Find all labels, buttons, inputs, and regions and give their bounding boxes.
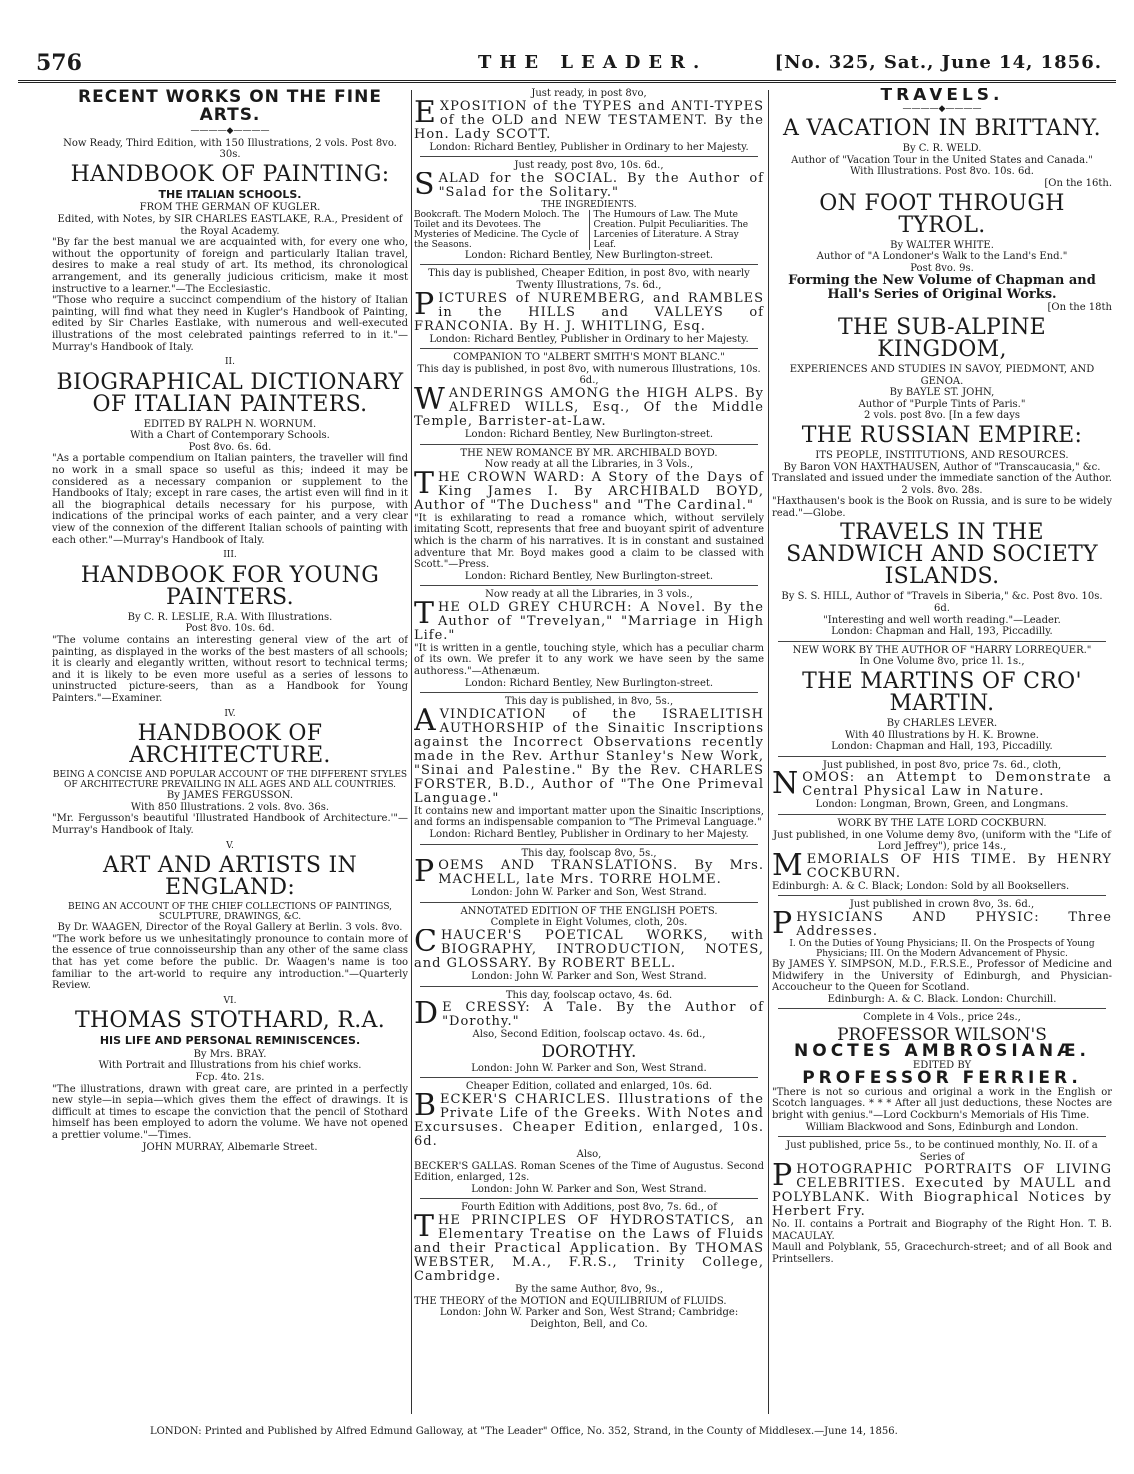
advert-title <box>414 601 764 643</box>
release-note: [On the 16th. <box>1044 177 1112 189</box>
advert-divider <box>420 1198 758 1199</box>
centered-text: With 850 Illustrations. 2 vols. 8vo. 36s. <box>130 801 330 813</box>
centered-text: Fcp. 4to. 21s. <box>195 1072 265 1084</box>
centered-text: Post 8vo. 6s. 6d. <box>188 441 272 453</box>
centered-text: WORK BY THE LATE LORD COCKBURN. <box>837 818 1047 829</box>
paragraph: "There is not so curious and original a work in the English or Scotch languages. * * * After all just deductions, these Noctes are bright with genius."—Lord Cockburn's Memorials of His Time. <box>772 1086 1112 1121</box>
advert-divider <box>778 895 1106 896</box>
small-caps-text: BEING A CONCISE AND POPULAR ACCOUNT OF THE DIFFERENT STYLES OF ARCHITECTURE PREVAILING IN ALL AGES AND ALL COUNTRIES. <box>52 770 408 791</box>
centered-text: By Baron VON HAXTHAUSEN, Author of "Transcaucasia," &c. <box>783 461 1101 473</box>
centered-text: Edited, with Notes, by SIR CHARLES EASTLAKE, R.A., President of the Royal Academy. <box>57 213 403 237</box>
drop-cap: D <box>414 1001 440 1030</box>
drop-cap: M <box>772 852 804 881</box>
paragraph: THE THEORY of the MOTION and EQUILIBRIUM of FLUIDS. <box>414 1295 727 1307</box>
paragraph: BECKER'S GALLAS. Roman Scenes of the Time of Augustus. Second Edition, enlarged, 12s. <box>414 1160 764 1184</box>
advert-title-text: HYSICIANS AND PHYSIC: Three Addresses. <box>796 910 1112 939</box>
paragraph: "It is written in a gentle, touching style, which has a peculiar charm of its own. We prefer it to any work we have seen by the same authoress."—Athenæum. <box>414 642 764 678</box>
paragraph: "Those who require a succinct compendium of the history of Italian painting, will find what they need in Kugler's Handbook of Painting, edited by Sir Charles Eastlake, with numerous and well-executed illustrations of the most celebrated paintings referred to in it."—Murray's Handbook of Italy. <box>52 295 408 353</box>
centered-text: This day, foolscap 8vo, 5s., <box>521 847 657 859</box>
paragraph: "Mr. Fergusson's beautiful 'Illustrated Handbook of Architecture.'"—Murray's Handbook of Italy. <box>52 813 408 836</box>
newspaper-title: THE LEADER. <box>478 52 708 73</box>
centered-text: London: Longman, Brown, Green, and Longmans. <box>815 799 1069 811</box>
centered-text: By the same Author, 8vo, 9s., <box>515 1283 663 1295</box>
section-number: II. <box>225 357 235 368</box>
drop-cap: T <box>414 600 436 631</box>
heading: THE RUSSIAN EMPIRE: <box>801 422 1083 448</box>
centered-text: By C. R. LESLIE, R.A. With Illustrations. <box>127 611 333 623</box>
advert-divider <box>420 986 758 987</box>
heading: HANDBOOK OF PAINTING: <box>70 161 390 187</box>
paragraph: "As a portable compendium on Italian painters, the traveller will find no work in a small space so useful as this; indeed it may be considered as a necessary companion or supplement to the Handbooks of Italy; except in rare cases, the artist even will find in it all the biographical details necessary for his purpose, with indications of the principal works of each painter, and a very clear view of the connexion of the different Italian schools of painting with each other."—Murray's Handbook of Italy. <box>52 453 408 546</box>
heading: A VACATION IN BRITTANY. <box>783 116 1101 142</box>
section-heading: TRAVELS. <box>880 88 1004 105</box>
heading: BIOGRAPHICAL DICTIONARY OF ITALIAN PAINTERS. <box>56 369 404 417</box>
subheading: PROFESSOR WILSON'S <box>837 1024 1047 1045</box>
advert-divider <box>420 444 758 445</box>
centered-text: Post 8vo. 10s. 6d. <box>185 623 275 635</box>
section-number: III. <box>223 550 237 561</box>
advert-divider <box>420 585 758 586</box>
release-note: [On the 18th <box>1047 302 1112 314</box>
column-divider <box>411 90 412 1414</box>
centered-text: By JAMES FERGUSSON. <box>166 790 294 802</box>
drop-cap: P <box>772 1163 794 1194</box>
ingredients-list <box>414 210 764 250</box>
centered-text: By S. S. HILL, Author of "Travels in Siberia," &c. Post 8vo. 10s. 6d. <box>781 591 1103 615</box>
centered-text: Just published, in post 8vo, price 7s. 6d., cloth, <box>822 759 1062 771</box>
centered-text: London: Richard Bentley, Publisher in Ordinary to her Majesty. <box>429 141 749 153</box>
advert-title <box>414 387 764 429</box>
centered-text: With Illustrations. Post 8vo. 10s. 6d. <box>850 166 1034 178</box>
centered-text: London: John W. Parker and Son, West Strand. <box>471 971 707 982</box>
advert-title-text: ECKER'S CHARICLES. Illustrations of the Private Life of the Greeks. With Notes and Excursuses. Cheaper Edition, enlarged, 10s. 6d. <box>414 1092 764 1149</box>
advert-divider <box>420 844 758 845</box>
centered-text: In One Volume 8vo, price 1l. 1s., <box>859 656 1025 668</box>
advert-divider <box>778 1008 1106 1009</box>
paragraph: Edinburgh: A. & C. Black; London: Sold by all Booksellers. <box>772 880 1070 892</box>
paragraph: "The volume contains an interesting general view of the art of painting, as displayed in the works of the best masters of all schools; it is clearly and elegantly written, without resort to technical terms; and it is likely to be even more useful as a series of lessons to uninstructed picture-seers, than as a Handbook for Young Painters."—Examiner. <box>52 635 408 704</box>
centered-text: NEW WORK BY THE AUTHOR OF "HARRY LORREQUER." <box>792 644 1092 656</box>
centered-text: 2 vols. post 8vo. [In a few days <box>864 410 1020 422</box>
heading: HANDBOOK FOR YOUNG PAINTERS. <box>80 562 380 610</box>
paragraph: "It is exhilarating to read a romance which, without servilely imitating Scott, represents that free and buoyant spirit of adventure which is the charm of his narratives. It is in constant and sustained adventure that Mr. Boyd makes good a claim to be classed with Scott."—Press. <box>414 512 764 571</box>
small-caps-text: BEING AN ACCOUNT OF THE CHIEF COLLECTIONS OF PAINTINGS, SCULPTURE, DRAWINGS, &C. <box>67 902 393 923</box>
column-left <box>52 88 408 1416</box>
header-rule <box>18 80 1116 83</box>
centered-text: THE NEW ROMANCE BY MR. ARCHIBALD BOYD. <box>460 447 718 459</box>
page-number: 576 <box>36 50 82 76</box>
centered-text: Just published, price 5s., to be continued monthly, No. II. of a Series of <box>786 1140 1098 1163</box>
centered-text: Also, Second Edition, foolscap octavo. 4s. 6d., <box>472 1029 706 1041</box>
ingredients-column: Bookcraft. The Modern Moloch. The Toilet and its Devotees. The Mysteries of Medicine. The Cycle of the Seasons. <box>414 210 590 250</box>
centered-text: By CHARLES LEVER. <box>886 718 998 730</box>
centered-text: London: John W. Parker and Son, West Strand. <box>471 1183 707 1195</box>
advert-divider <box>778 1136 1106 1137</box>
paragraph: "By far the best manual we are acquainted with, for every one who, without the opportunity of foreign and particularly Italian travel, desires to make a real study of art. Its method, its chronological arrangement, and its generally judicious criticism, make it most instructive to a learner."—The Ecclesiastic. <box>52 237 408 295</box>
advert-title-text: HE OLD GREY CHURCH: A Novel. By the Author of "Trevelyan," "Marriage in High Life." <box>414 600 764 643</box>
section-heading: PROFESSOR FERRIER. <box>802 1068 1082 1089</box>
advert-title-text: ALAD for the SOCIAL. By the Author of "Salad for the Solitary." <box>438 171 764 200</box>
heading: THE SUB-ALPINE KINGDOM, <box>837 314 1047 362</box>
centered-text: Just ready, post 8vo, 10s. 6d., <box>514 160 664 172</box>
advert-title-text: HAUCER'S POETICAL WORKS, with BIOGRAPHY, INTRODUCTION, NOTES, and GLOSSARY. By ROBERT BELL. <box>414 929 764 971</box>
drop-cap: S <box>414 171 436 200</box>
centered-text: William Blackwood and Sons, Edinburgh and London. <box>805 1121 1079 1133</box>
advert-title <box>414 172 764 200</box>
column-right <box>772 88 1112 1416</box>
centered-text: FROM THE GERMAN OF KUGLER. <box>139 202 321 214</box>
subtitle: THE ITALIAN SCHOOLS. <box>158 187 302 201</box>
centered-text: Just ready, in post 8vo, <box>531 88 647 99</box>
drop-cap: B <box>414 1092 438 1123</box>
centered-text: COMPANION TO "ALBERT SMITH'S MONT BLANC." <box>453 352 725 364</box>
column-divider <box>768 90 769 1414</box>
advert-title-text: VINDICATION of the ISRAELITISH AUTHORSHIP of the Sinaitic Inscriptions against the Incorrect Observations recently made in the Rev. Arthur Stanley's New Work, "Sinai and Palestine." By the Rev. CHARLES FORSTER, B.D., Author of "The One Primeval Language." <box>414 707 764 806</box>
paragraph: "The illustrations, drawn with great care, are printed in a perfectly new style—in sepia—which gives them the effect of drawings. It is difficult at times to escape the conviction that the pencil of Stothard himself has been employed to adorn the volume. We have not opened a prettier volume."—Times. <box>52 1083 408 1142</box>
centered-text: This day is published, in post 8vo, with numerous Illustrations, 10s. 6d., <box>417 363 761 387</box>
drop-cap: P <box>414 291 436 322</box>
advert-divider <box>778 756 1106 757</box>
section-heading: RECENT WORKS ON THE FINE ARTS. <box>78 88 382 125</box>
centered-text: London: John W. Parker and Son, West Strand; Cambridge: Deighton, Bell, and Co. <box>439 1307 739 1330</box>
centered-text: "Interesting and well worth reading."—Leader. <box>823 614 1061 626</box>
subtitle: HIS LIFE AND PERSONAL REMINISCENCES. <box>99 1034 361 1048</box>
ornament-separator: ————◆———— <box>190 126 270 136</box>
paragraph: "Haxthausen's book is the Book on Russia, and is sure to be widely read."—Globe. <box>772 496 1112 519</box>
centered-text: Complete in Eight Volumes, cloth, 20s. <box>490 917 688 929</box>
paragraph: It contains new and important matter upon the Sinaitic Inscriptions, and forms an indispensable companion to "The Primeval Language." <box>414 805 764 829</box>
advert-title <box>414 1214 764 1284</box>
advert-title-text: HE PRINCIPLES OF HYDROSTATICS, an Elementary Treatise on the Laws of Fluids and their Practical Application. By THOMAS WEBSTER, M.A., F.R.S., Trinity College, Cambridge. <box>414 1213 764 1284</box>
advert-title-text: ANDERINGS AMONG the HIGH ALPS. By ALFRED WILLS, Esq., Of the Middle Temple, Barrister-at-Law. <box>414 386 764 429</box>
advert-title <box>414 1001 764 1029</box>
centered-text: London: John W. Parker and Son, West Strand. <box>471 887 707 899</box>
advert-title <box>414 929 764 971</box>
centered-text: Edinburgh: A. & C. Black. London: Churchill. <box>827 993 1057 1005</box>
advert-title-text: E CRESSY: A Tale. By the Author of "Dorothy." <box>442 1001 764 1030</box>
centered-text: This day is published, in 8vo, 5s., <box>504 696 674 708</box>
centered-text: By C. R. WELD. <box>902 143 982 155</box>
centered-text: Also, <box>576 1148 602 1160</box>
paragraph: "The work before us we unhesitatingly pronounce to contain more of the essence of true connoisseurship than any other of the same class that has yet come before the public. Dr. Waagen's name is too familiar to the art-world to require any introduction."—Quarterly Review. <box>52 933 408 992</box>
advert-divider <box>420 692 758 693</box>
section-number: VI. <box>223 995 237 1006</box>
centered-text: London: Richard Bentley, New Burlington-street. <box>464 677 714 689</box>
drop-cap: T <box>414 470 436 501</box>
advert-title <box>772 1163 1112 1219</box>
section-number: IV. <box>224 708 236 719</box>
centered-text: By Dr. WAAGEN, Director of the Royal Gallery at Berlin. 3 vols. 8vo. <box>57 922 403 934</box>
centered-text: London: Richard Bentley, New Burlington-street. <box>464 428 714 440</box>
centered-text: By Mrs. BRAY. <box>193 1048 267 1060</box>
drop-cap: E <box>414 99 437 130</box>
small-caps-text: I. On the Duties of Young Physicians; II. On the Prospects of Young Physicians; III. On the Modern Advancement of Physic. <box>789 938 1095 959</box>
bold-line: Forming the New Volume of Chapman and Hall's Series of Original Works. <box>788 273 1096 303</box>
centered-text: Author of "A Londoner's Walk to the Land's End." <box>816 251 1068 263</box>
centered-text: By WALTER WHITE. <box>890 239 994 251</box>
centered-text: Fourth Edition with Additions, post 8vo, 7s. 6d., of <box>461 1202 717 1214</box>
heading: ON FOOT THROUGH TYROL. <box>819 190 1065 238</box>
centered-text: Now ready at all the Libraries, in 3 Vols., <box>484 459 694 471</box>
centered-text: By BAYLE ST. JOHN, <box>889 387 995 399</box>
advert-divider <box>420 902 758 903</box>
centered-text: ITS PEOPLE, INSTITUTIONS, AND RESOURCES. <box>815 449 1069 461</box>
centered-text: Now ready at all the Libraries, in 3 vols., <box>485 589 693 601</box>
advert-title-text: HOTOGRAPHIC PORTRAITS OF LIVING CELEBRITIES. Executed by MAULL and POLYBLANK. With Biographical Notices by Herbert Fry. <box>772 1163 1112 1220</box>
centered-text: EDITED BY RALPH N. WORNUM. <box>143 418 317 430</box>
heading: THOMAS STOTHARD, R.A. <box>74 1008 386 1034</box>
subheading: DOROTHY. <box>541 1041 637 1062</box>
heading: ART AND ARTISTS IN ENGLAND: <box>102 853 358 901</box>
centered-text: Just published in crown 8vo, 3s. 6d., <box>849 899 1035 911</box>
advert-divider <box>778 641 1106 642</box>
advert-title <box>414 471 764 513</box>
advert-divider <box>778 814 1106 815</box>
centered-text: Complete in 4 Vols., price 24s., <box>863 1012 1021 1024</box>
centered-text: JOHN MURRAY, Albemarle Street. <box>142 1141 318 1153</box>
heading: HANDBOOK OF ARCHITECTURE. <box>129 721 331 769</box>
advert-title-text: EMORIALS OF HIS TIME. By HENRY COCKBURN. <box>806 852 1112 881</box>
advert-divider <box>420 348 758 349</box>
section-number: V. <box>226 840 234 851</box>
centered-text: With a Chart of Contemporary Schools. <box>130 430 330 442</box>
advert-title <box>772 771 1112 799</box>
drop-cap: P <box>414 859 436 888</box>
heading: TRAVELS IN THE SANDWICH AND SOCIETY ISLANDS. <box>786 520 1098 590</box>
advert-title <box>414 1093 764 1149</box>
heading: THE MARTINS OF CRO' MARTIN. <box>802 669 1082 717</box>
advert-title <box>772 911 1112 939</box>
paragraph: Maull and Polyblank, 55, Gracechurch-street; and of all Book and Printsellers. <box>772 1242 1112 1266</box>
advert-divider <box>420 1077 758 1078</box>
centered-text: This day, foolscap octavo, 4s. 6d. <box>505 989 673 1001</box>
small-caps-text: THE INGREDIENTS. <box>541 199 637 210</box>
advert-title <box>414 859 764 887</box>
advert-title-text: XPOSITION of the TYPES and ANTI-TYPES of the OLD and NEW TESTAMENT. By the Hon. Lady SCOTT. <box>414 99 764 142</box>
ingredients-column: The Humours of Law. The Mute Creation. Pulpit Peculiarities. The Larcenies of Literature. A Stray Leaf. <box>593 209 749 250</box>
advert-title <box>414 292 764 334</box>
centered-text: EDITED BY <box>912 1059 972 1071</box>
advert-divider <box>420 156 758 157</box>
advert-title <box>414 100 764 142</box>
advert-title-text: ICTURES of NUREMBERG, and RAMBLES in the HILLS and VALLEYS of FRANCONIA. By H. J. WHITLING, Esq. <box>414 291 764 334</box>
centered-text: London: Richard Bentley, Publisher in Ordinary to her Majesty. <box>429 333 749 345</box>
centered-text: EXPERIENCES AND STUDIES IN SAVOY, PIEDMONT, AND GENOA. <box>789 363 1095 387</box>
centered-text: London: Chapman and Hall, 193, Piccadilly. <box>831 741 1053 753</box>
centered-text: Post 8vo. 9s. <box>910 262 974 274</box>
page-footer: LONDON: Printed and Published by Alfred Edmund Galloway, at "The Leader" Office, No. 352, Strand, in the County of Middlesex.—June 14, 1856. <box>150 1426 898 1437</box>
centered-text: Translated and issued under the immediate sanction of the Author. <box>772 473 1112 485</box>
centered-text: London: Chapman and Hall, 193, Piccadilly. <box>831 626 1053 638</box>
ornament-separator: ————◆———— <box>902 103 982 114</box>
advert-title <box>414 708 764 806</box>
drop-cap: N <box>772 771 800 800</box>
advert-divider <box>420 264 758 265</box>
advert-title-text: OMOS: an Attempt to Demonstrate a Central Physical Law in Nature. <box>802 771 1112 800</box>
centered-text: London: Richard Bentley, New Burlington-street. <box>464 249 714 261</box>
centered-text: This day is published, Cheaper Edition, in post 8vo, with nearly Twenty Illustrations, 7s. 6d., <box>428 268 750 291</box>
centered-text: London: Richard Bentley, Publisher in Ordinary to her Majesty. <box>429 829 749 841</box>
section-heading: NOCTES AMBROSIANÆ. <box>794 1040 1090 1061</box>
column-middle <box>414 88 764 1416</box>
centered-text: Author of "Vacation Tour in the United States and Canada." <box>791 154 1093 166</box>
issue-info: [No. 325, Sat., June 14, 1856. <box>774 52 1102 73</box>
centered-text: London: Richard Bentley, New Burlington-street. <box>464 570 714 582</box>
drop-cap: P <box>772 910 794 939</box>
centered-text: ANNOTATED EDITION OF THE ENGLISH POETS. <box>460 905 718 917</box>
centered-text: Author of "Purple Tints of Paris." <box>858 398 1026 410</box>
paragraph: By JAMES Y. SIMPSON, M.D., F.R.S.E., Professor of Medicine and Midwifery in the University of Edinburgh, and Physician-Accoucheur to the Queen for Scotland. <box>772 958 1112 994</box>
advert-title-text: OEMS AND TRANSLATIONS. By Mrs. MACHELL, late Mrs. TORRE HOLME. <box>438 859 764 888</box>
centered-text: Now Ready, Third Edition, with 150 Illustrations, 2 vols. Post 8vo. 30s. <box>63 137 397 161</box>
centered-text: With 40 Illustrations by H. K. Browne. <box>845 729 1039 741</box>
centered-text: Cheaper Edition, collated and enlarged, 10s. 6d. <box>465 1081 713 1093</box>
drop-cap: A <box>414 707 437 738</box>
drop-cap: T <box>414 1213 436 1244</box>
drop-cap: W <box>414 386 446 417</box>
drop-cap: C <box>414 929 438 959</box>
centered-text: With Portrait and Illustrations from his chief works. <box>98 1060 362 1072</box>
paragraph: No. II. contains a Portrait and Biography of the Right Hon. T. B. MACAULAY. <box>772 1219 1112 1242</box>
centered-text: 2 vols. 8vo. 28s. <box>901 484 983 496</box>
centered-text: London: John W. Parker and Son, West Strand. <box>471 1062 707 1074</box>
centered-text: Just published, in one Volume demy 8vo, (uniform with the "Life of Lord Jeffrey"), price 14s., <box>773 829 1111 853</box>
advert-title <box>772 853 1112 881</box>
advert-title-text: HE CROWN WARD: A Story of the Days of King James I. By ARCHIBALD BOYD, Author of "The Duchess" and "The Cardinal." <box>414 470 764 513</box>
